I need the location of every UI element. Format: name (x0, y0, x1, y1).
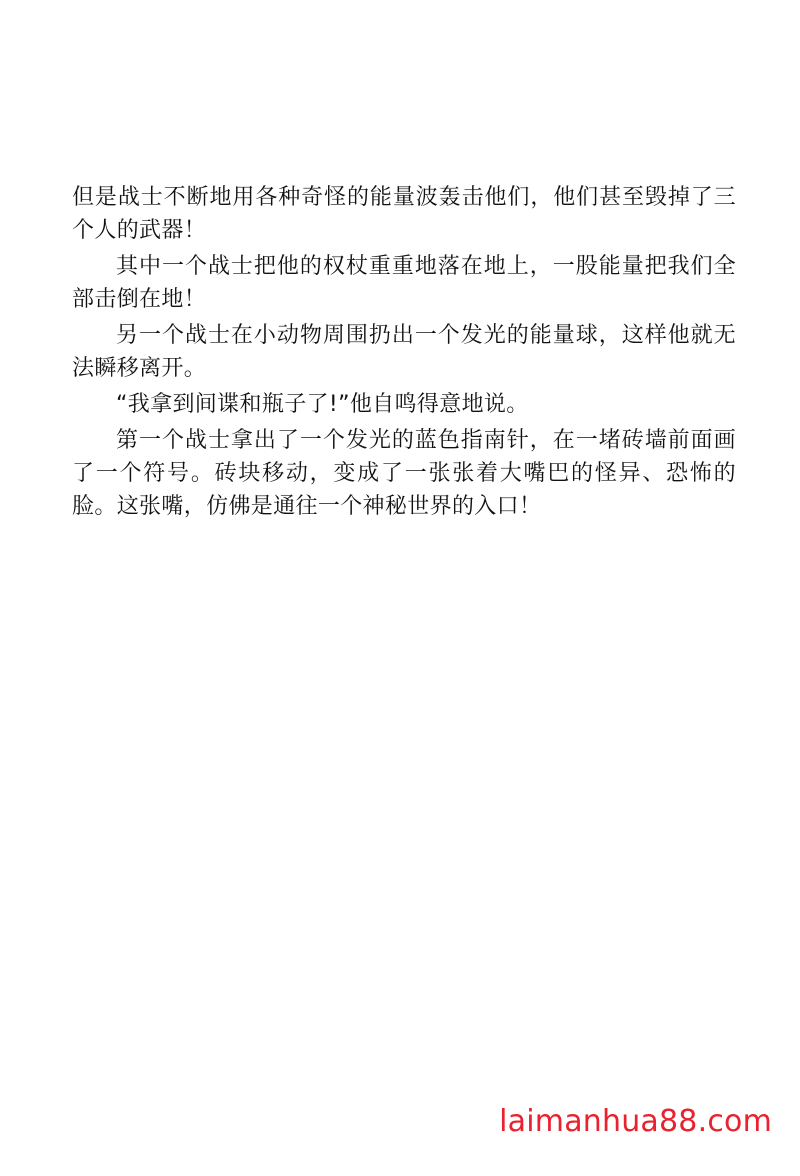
story-text (72, 181, 736, 523)
paragraph-3: 另一个战士在小动物周围扔出一个发光的能量球，这样他就无法瞬移离开。 (72, 323, 736, 381)
site-watermark: laimanhua88.com (499, 1104, 772, 1139)
paragraph-1: 但是战士不断地用各种奇怪的能量波轰击他们，他们甚至毁掉了三个人的武器！ (72, 185, 736, 243)
paragraph-2: 其中一个战士把他的权杖重重地落在地上，一股能量把我们全部击倒在地！ (72, 254, 736, 312)
paragraph-4: “我拿到间谍和瓶子了!”他自鸣得意地说。 (116, 392, 529, 417)
paragraph-5: 第一个战士拿出了一个发光的蓝色指南针，在一堵砖墙前面画了一个符号。砖块移动，变成了一张张着大嘴巴的怪异、恐怖的脸。这张嘴，仿佛是通往一个神秘世界的入口！ (72, 428, 736, 519)
